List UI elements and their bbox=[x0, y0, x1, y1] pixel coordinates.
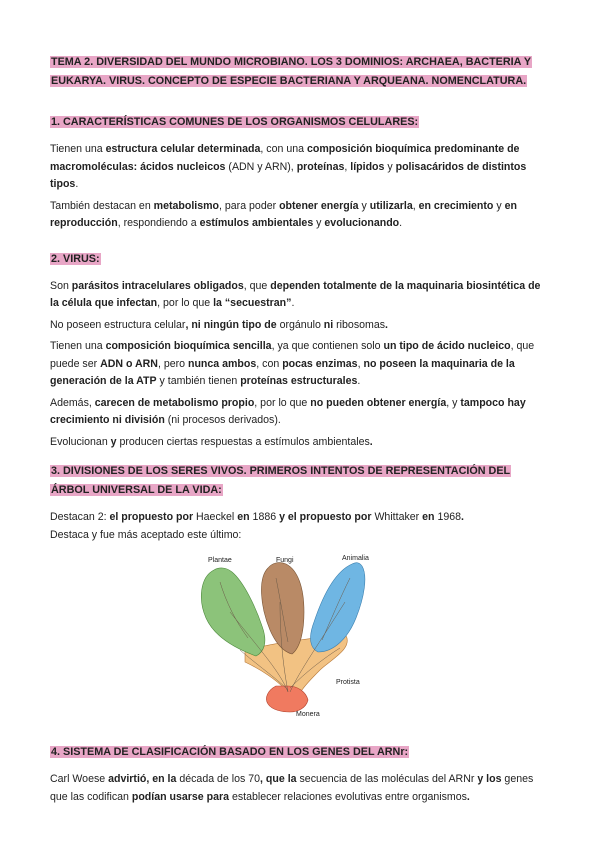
animalia-lobe bbox=[311, 563, 365, 652]
text-run: 1886 bbox=[252, 511, 277, 523]
bold-text: . bbox=[466, 790, 470, 803]
text-run: También destacan en bbox=[50, 199, 154, 212]
text-run: y también tienen bbox=[156, 375, 241, 387]
section-3 bbox=[50, 461, 550, 732]
bold-text: el propuesto por bbox=[106, 511, 197, 523]
bold-text: composición bioquímica sencilla bbox=[105, 340, 272, 352]
bold-text: y los bbox=[474, 773, 505, 785]
text-run: década de los 70 bbox=[179, 773, 261, 785]
label-fungi: Fungi bbox=[276, 557, 294, 564]
text-run: , que puede ser bbox=[50, 340, 535, 370]
text-run: Carl Woese bbox=[50, 773, 106, 785]
bold-text: metabolismo bbox=[153, 199, 219, 212]
text-run: No poseen estructura celular bbox=[50, 318, 186, 331]
s2-paragraph-5 bbox=[50, 434, 550, 452]
text-run: (ADN y ARN), bbox=[225, 160, 297, 173]
text-run: , pero bbox=[157, 357, 188, 370]
section-1-heading: 1. CARACTERÍSTICAS COMUNES DE LOS ORGANISMOS CELULARES: bbox=[51, 116, 419, 128]
text-run: Tienen una bbox=[50, 143, 106, 155]
bold-text: podían usarse para bbox=[128, 790, 232, 803]
bold-text: ni bbox=[320, 318, 337, 331]
text-run: Whittaker bbox=[374, 511, 420, 523]
label-animalia: Animalia bbox=[342, 555, 369, 562]
label-monera: Monera bbox=[296, 711, 320, 718]
s3-paragraph-2: Destaca y fue más aceptado este último: bbox=[50, 528, 242, 541]
text-run: Además, bbox=[50, 396, 95, 409]
text-run: , con bbox=[256, 357, 283, 370]
s1-paragraph-2 bbox=[50, 198, 550, 233]
bold-text: en bbox=[234, 511, 253, 523]
section-4 bbox=[50, 742, 550, 806]
text-run: , por lo que bbox=[254, 396, 311, 409]
text-run: , respondiendo a bbox=[117, 217, 200, 229]
bold-text: parásitos intracelulares obligados bbox=[71, 279, 244, 292]
section-2 bbox=[50, 249, 550, 452]
bold-text: proteínas estructurales bbox=[240, 375, 358, 387]
bold-text: estructura celular determinada bbox=[105, 143, 261, 155]
text-run: , para poder bbox=[219, 199, 280, 212]
text-run: , por lo que bbox=[157, 297, 214, 309]
text-run: y bbox=[313, 217, 325, 229]
bold-text: nunca ambos bbox=[187, 357, 257, 370]
section-3-heading: 3. DIVISIONES DE LOS SERES VIVOS. PRIMEROS INTENTOS DE REPRESENTACIÓN DEL ÁRBOL UNIVERSAL DE LA VIDA: bbox=[51, 465, 511, 496]
document-page bbox=[50, 52, 550, 816]
section-1 bbox=[50, 112, 550, 233]
bold-text: evolucionando bbox=[324, 217, 400, 229]
text-run: . bbox=[291, 297, 295, 309]
text-run: y bbox=[358, 199, 370, 212]
bold-text: utilizarla bbox=[369, 199, 413, 212]
text-run: y bbox=[384, 160, 396, 173]
bold-text: . bbox=[369, 435, 373, 448]
bold-text: dependen totalmente de la maquinaria biosintética de la célula que infectan bbox=[50, 279, 541, 309]
text-run: orgánulo bbox=[279, 318, 321, 331]
text-run: 1968 bbox=[437, 511, 462, 523]
bold-text: composición bioquímica predominante de macromoléculas: ácidos nucleicos bbox=[50, 143, 520, 173]
bold-text: en crecimiento bbox=[418, 199, 494, 212]
bold-text: ADN o ARN bbox=[100, 357, 158, 370]
text-run: , y bbox=[446, 396, 461, 409]
text-run: (ni procesos derivados). bbox=[164, 414, 281, 426]
text-run: producen ciertas respuestas a estímulos ambientales bbox=[119, 435, 370, 448]
bold-text: estímulos ambientales bbox=[199, 217, 314, 229]
s2-paragraph-4 bbox=[50, 395, 550, 430]
text-run: , bbox=[412, 199, 419, 212]
text-run: . bbox=[75, 178, 79, 190]
s2-paragraph-1 bbox=[50, 278, 550, 313]
label-protista: Protista bbox=[336, 679, 360, 686]
whittaker-tree-diagram bbox=[0, 552, 600, 732]
bold-text: y bbox=[107, 435, 120, 448]
section-4-heading: 4. SISTEMA DE CLASIFICACIÓN BASADO EN LOS GENES DEL ARNr: bbox=[51, 746, 409, 758]
bold-text: en bbox=[419, 511, 438, 523]
text-run: Destacan 2: bbox=[50, 511, 107, 523]
text-run: . bbox=[357, 375, 361, 387]
text-run: , que bbox=[243, 279, 271, 292]
text-run: ribosomas bbox=[336, 318, 386, 331]
bold-text: , que la bbox=[260, 773, 300, 785]
section-2-heading: 2. VIRUS: bbox=[51, 252, 100, 265]
text-run: , con una bbox=[260, 143, 307, 155]
fungi-lobe bbox=[261, 563, 304, 654]
bold-text: la “secuestran” bbox=[213, 297, 292, 309]
text-run: Evolucionan bbox=[50, 435, 108, 448]
bold-text: tampoco hay crecimiento ni división bbox=[50, 396, 526, 426]
bold-text: un tipo de ácido nucleico bbox=[383, 340, 511, 352]
document-title: TEMA 2. DIVERSIDAD DEL MUNDO MICROBIANO. LOS 3 DOMINIOS: ARCHAEA, BACTERIA Y EUKARYA. VIRUS. CONCEPTO DE ESPECIE BACTERIANA Y ARQUEANA. NOMENCLATURA. bbox=[51, 56, 532, 87]
label-plantae: Plantae bbox=[208, 557, 232, 564]
bold-text: polisacáridos de distintos tipos bbox=[50, 160, 527, 190]
bold-text: . bbox=[385, 318, 388, 331]
bold-text: carecen de metabolismo propio bbox=[94, 396, 255, 409]
bold-text: en reproducción bbox=[50, 199, 517, 229]
bold-text: no pueden obtener energía bbox=[310, 396, 447, 409]
text-run: Son bbox=[50, 279, 72, 292]
s4-paragraph-1 bbox=[50, 771, 550, 806]
text-run: , ya que contienen solo bbox=[271, 340, 384, 352]
text-run: establecer relaciones evolutivas entre organismos bbox=[231, 790, 467, 803]
text-run: Haeckel bbox=[196, 511, 235, 523]
plantae-lobe bbox=[201, 568, 265, 656]
text-run: , bbox=[344, 160, 351, 173]
bold-text: obtener energía bbox=[279, 199, 359, 212]
s2-paragraph-3 bbox=[50, 338, 550, 391]
bold-text: lípidos bbox=[350, 160, 385, 173]
s2-paragraph-2 bbox=[50, 317, 550, 335]
text-run: y bbox=[493, 199, 505, 212]
text-run: secuencia de las moléculas del ARNr bbox=[299, 773, 475, 785]
bold-text: y el propuesto por bbox=[276, 511, 375, 523]
s3-paragraph-1 bbox=[50, 509, 550, 527]
text-run: Tienen una bbox=[50, 340, 106, 352]
bold-text: no poseen la maquinaria de la generación de la ATP bbox=[50, 357, 515, 387]
bold-text: , ni ningún tipo de bbox=[185, 318, 280, 331]
bold-text: pocas enzimas bbox=[282, 357, 358, 370]
s1-paragraph-1 bbox=[50, 141, 550, 194]
text-run: genes que las codifican bbox=[50, 773, 534, 803]
bold-text: proteínas bbox=[296, 160, 345, 173]
text-run: . bbox=[399, 217, 403, 229]
text-run: , bbox=[357, 357, 364, 370]
tree-of-life-figure bbox=[0, 552, 600, 732]
bold-text: advirtió, en la bbox=[105, 773, 180, 785]
bold-text: . bbox=[461, 511, 464, 523]
